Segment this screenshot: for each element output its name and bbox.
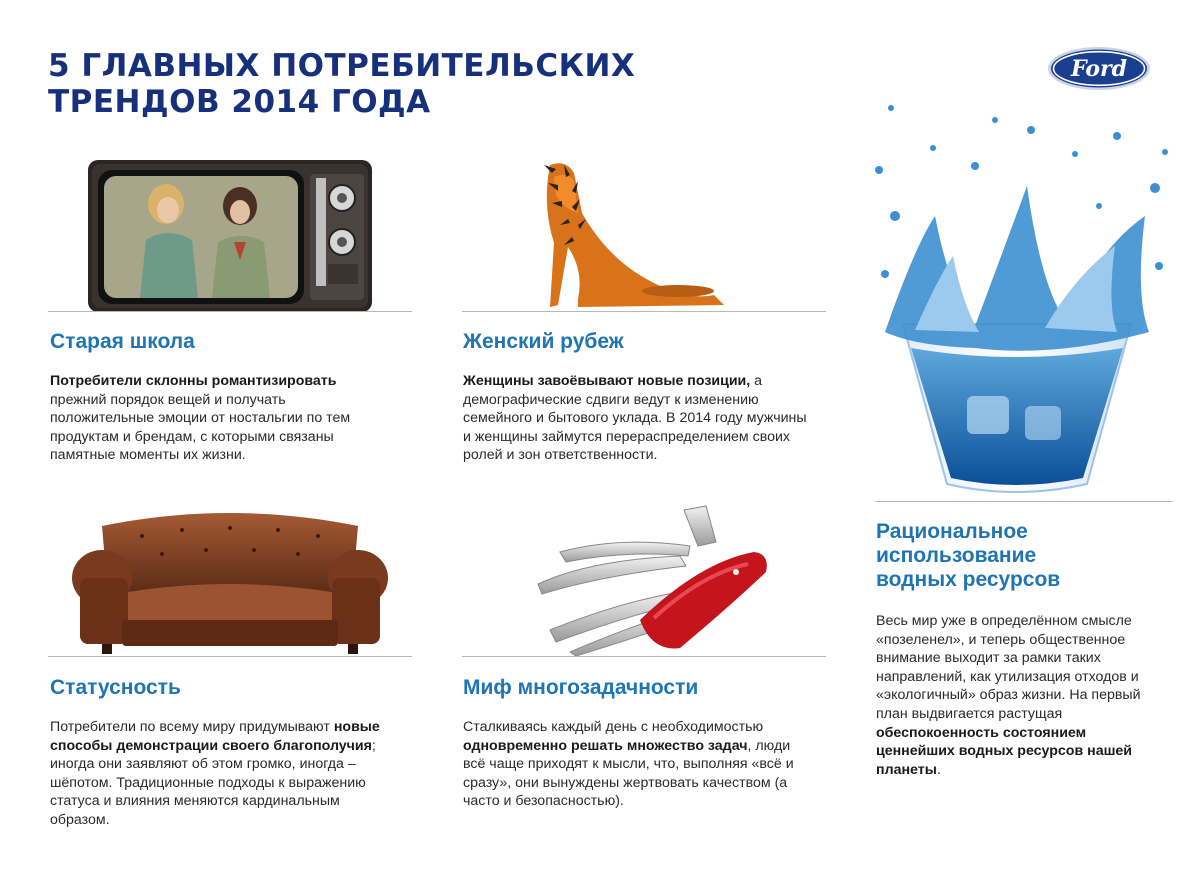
text-run: . <box>936 761 941 778</box>
ford-logo-text: Ford <box>1070 56 1128 82</box>
old-school-title: Старая школа <box>50 330 195 353</box>
text-run: прежний порядок вещей и получать положительные эмоции от ностальгии по тем продуктам и брендам, с которыми связаны памятные моменты их жизни. <box>50 391 351 464</box>
spiked-high-heel-shoe-icon <box>538 155 734 313</box>
swiss-army-knife-icon <box>530 502 776 656</box>
old-school-text <box>50 372 390 465</box>
women-text <box>463 372 808 465</box>
section-divider <box>48 656 412 657</box>
text-run: Весь мир уже в определённом смысле «позеленел», и теперь общественное внимание выходит за рамки таких направлений, как утилизация отходов и «экологичный» образ жизни. На первый план выдвигается растущая <box>876 613 1141 722</box>
bold-text-run: одновременно решать множество задач <box>463 737 748 754</box>
ford-logo <box>1047 46 1151 91</box>
water-glass-splash-icon <box>855 96 1175 500</box>
water-text <box>876 612 1148 779</box>
multitask-text <box>463 718 798 811</box>
paragraph <box>463 718 798 811</box>
page-title-line-2: ТРЕНДОВ 2014 ГОДА <box>48 84 431 120</box>
leather-armchair-icon <box>72 506 388 656</box>
text-run: , люди всё чаще приходят к мысли, что, выполняя «всё и сразу», они вынуждены жертвовать качеством (а часто и безопасностью). <box>463 737 794 810</box>
bold-text-run: Женщины завоёвывают новые позиции, <box>463 373 751 389</box>
section-divider <box>462 311 826 312</box>
section-divider <box>48 311 412 312</box>
water-title-line-1: Рациональное <box>876 520 1028 543</box>
vintage-tv-icon <box>88 160 372 312</box>
section-divider <box>462 656 826 657</box>
paragraph <box>463 372 808 465</box>
bold-text-run: Потребители склонны романтизировать <box>50 373 337 389</box>
page-title <box>48 48 748 120</box>
status-text <box>50 718 395 830</box>
paragraph <box>876 612 1148 779</box>
status-title: Статусность <box>50 676 181 699</box>
women-title: Женский рубеж <box>463 330 624 353</box>
text-run: Потребители по всему миру придумывают <box>50 719 334 735</box>
section-divider <box>875 501 1173 502</box>
multitask-title: Миф многозадачности <box>463 676 699 699</box>
bold-text-run: новые способы демонстрации своего благополучия <box>50 719 380 754</box>
water-title-line-2: использование <box>876 544 1037 567</box>
text-run: ; иногда они заявляют об этом громко, иногда – шёпотом. Традиционные подходы к выражению статуса и влияния меняются кардинальным образом. <box>50 737 376 828</box>
paragraph <box>50 718 395 830</box>
water-title-line-3: водных ресурсов <box>876 568 1061 591</box>
page-title-line-1: 5 ГЛАВНЫХ ПОТРЕБИТЕЛЬСКИХ <box>48 48 636 84</box>
text-run: Сталкиваясь каждый день с необходимостью <box>463 719 764 735</box>
paragraph <box>50 372 390 465</box>
bold-text-run: обеспокоенность состоянием ценнейших водных ресурсов нашей планеты <box>876 724 1133 778</box>
water-title <box>876 520 1176 592</box>
text-run: а демографические сдвиги ведут к изменению семейного и бытового уклада. В 2014 году мужчины и женщины займутся перераспределением своих ролей и зон ответственности. <box>463 373 807 464</box>
